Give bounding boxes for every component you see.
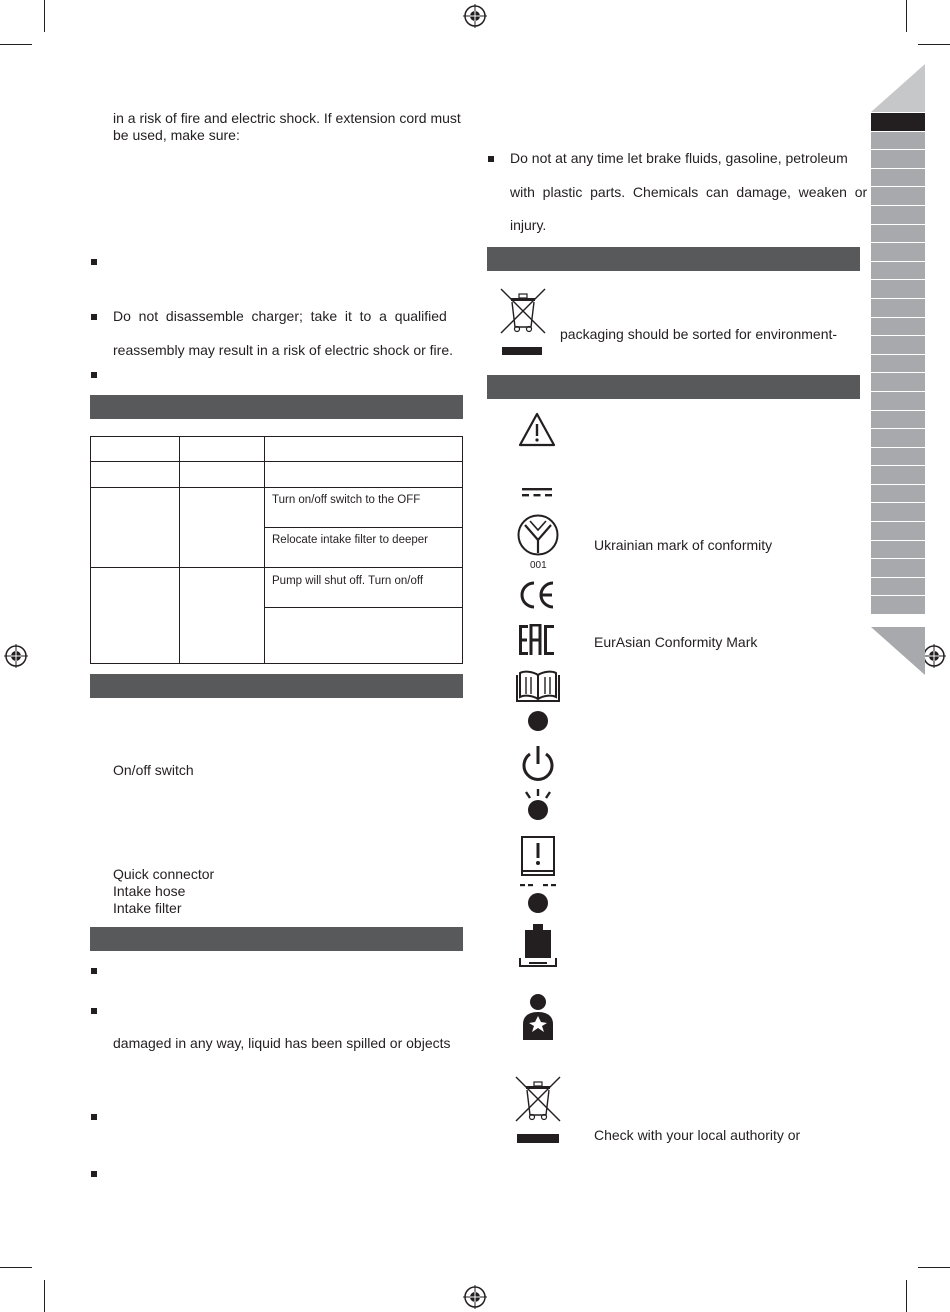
- paragraph-line: with plastic parts. Chemicals can damage, weaken or: [510, 184, 868, 200]
- language-tab-strip: [871, 113, 925, 615]
- table-cell: [90, 487, 180, 568]
- table-cell: [90, 567, 180, 664]
- language-tab: [871, 429, 925, 448]
- table-cell-text: Turn on/off switch to the OFF: [272, 494, 421, 506]
- bullet: [91, 968, 97, 974]
- language-tab: [871, 355, 925, 374]
- language-tab: [871, 132, 925, 151]
- bullet: [488, 156, 494, 162]
- language-tab: [871, 448, 925, 467]
- bullet: [91, 1114, 97, 1120]
- part-label: On/off switch: [113, 762, 194, 778]
- language-tab: [871, 541, 925, 560]
- language-tab: [871, 503, 925, 522]
- dc-symbol-icon: [521, 487, 553, 499]
- language-tab: [871, 299, 925, 318]
- language-tab: [871, 578, 925, 597]
- part-label: Intake filter: [113, 900, 182, 916]
- table-cell: [179, 436, 265, 462]
- bullet: [91, 259, 97, 265]
- part-label: Intake hose: [113, 883, 186, 899]
- table-cell: [179, 487, 265, 568]
- table-cell-text: Pump will shut off. Turn on/off: [272, 575, 424, 587]
- language-tab: [871, 187, 925, 206]
- eac-mark-icon: [518, 624, 556, 656]
- language-tab: [871, 318, 925, 337]
- eac-mark-text: EurAsian Conformity Mark: [594, 634, 758, 650]
- language-tab: [871, 206, 925, 225]
- ukrainian-mark-icon: [516, 513, 560, 561]
- language-tab: [871, 411, 925, 430]
- section-header-bar: [90, 395, 463, 419]
- health-hazard-icon: [519, 992, 557, 1042]
- language-tab: [871, 169, 925, 188]
- weee-bin-icon: [512, 1073, 564, 1145]
- crop-mark: [918, 1267, 950, 1268]
- language-tab: [871, 485, 925, 504]
- ukrainian-mark-code: 001: [530, 560, 547, 571]
- table-cell: [179, 567, 265, 664]
- paragraph-line: Do not at any time let brake fluids, gasoline, petroleum: [510, 150, 848, 166]
- section-header-bar: [90, 927, 463, 951]
- table-cell: [179, 461, 265, 488]
- tab-strip-bottom-triangle: [871, 627, 925, 675]
- paragraph-line: injury.: [510, 217, 547, 233]
- bullet: [91, 314, 97, 320]
- language-tab: [871, 522, 925, 541]
- language-tab: [871, 113, 925, 132]
- paragraph-line: damaged in any way, liquid has been spilled or objects: [113, 1035, 451, 1051]
- registration-mark-icon: [463, 4, 487, 28]
- crop-mark: [0, 44, 32, 45]
- table-cell: [264, 461, 463, 488]
- language-tab: [871, 392, 925, 411]
- language-tab: [871, 559, 925, 578]
- dot-dashed-icon: [519, 883, 557, 915]
- manual-book-icon: [516, 667, 560, 703]
- warning-box-icon: [520, 835, 556, 877]
- light-icon: [520, 788, 556, 822]
- crop-mark: [918, 44, 950, 45]
- crop-mark: [906, 0, 907, 32]
- language-tab: [871, 466, 925, 485]
- paragraph-line: be used, make sure:: [113, 127, 240, 143]
- language-tab: [871, 336, 925, 355]
- crop-mark: [44, 0, 45, 32]
- section-header-bar: [487, 247, 860, 271]
- language-tab: [871, 150, 925, 169]
- language-tab: [871, 225, 925, 244]
- weee-bin-icon: [497, 285, 549, 357]
- charger-warning-line: reassembly may result in a risk of electric shock or fire.: [113, 342, 453, 358]
- ukrainian-mark-text: Ukrainian mark of conformity: [594, 537, 773, 553]
- warning-triangle-icon: [517, 411, 557, 449]
- crop-mark: [906, 1280, 907, 1312]
- language-tab: [871, 243, 925, 262]
- dot-icon: [527, 710, 549, 732]
- table-cell: [264, 436, 463, 462]
- registration-mark-icon: [922, 644, 946, 668]
- registration-mark-icon: [463, 1285, 487, 1309]
- packaging-text: packaging should be sorted for environment-: [560, 326, 838, 342]
- language-tab: [871, 373, 925, 392]
- power-icon: [519, 744, 557, 784]
- registration-mark-icon: [4, 644, 28, 668]
- table-cell: [90, 436, 180, 462]
- section-header-bar: [90, 674, 463, 698]
- weight-icon: [519, 922, 557, 968]
- table-cell-text: Relocate intake filter to deeper: [272, 534, 428, 546]
- crop-mark: [44, 1280, 45, 1312]
- bullet: [91, 1008, 97, 1014]
- table-cell: [90, 461, 180, 488]
- charger-warning-line: Do not disassemble charger; take it to a qualified: [113, 308, 447, 324]
- part-label: Quick connector: [113, 866, 215, 882]
- crop-mark: [0, 1267, 32, 1268]
- language-tab: [871, 280, 925, 299]
- language-tab: [871, 596, 925, 615]
- language-tab: [871, 262, 925, 281]
- bullet: [91, 1171, 97, 1177]
- table-cell: [264, 607, 463, 664]
- paragraph-line: in a risk of fire and electric shock. If extension cord must: [113, 110, 461, 126]
- ce-mark-icon: [517, 580, 557, 610]
- section-header-bar: [487, 375, 860, 399]
- tab-strip-top-triangle: [871, 64, 925, 112]
- local-authority-text: Check with your local authority or: [594, 1127, 801, 1143]
- bullet: [91, 372, 97, 378]
